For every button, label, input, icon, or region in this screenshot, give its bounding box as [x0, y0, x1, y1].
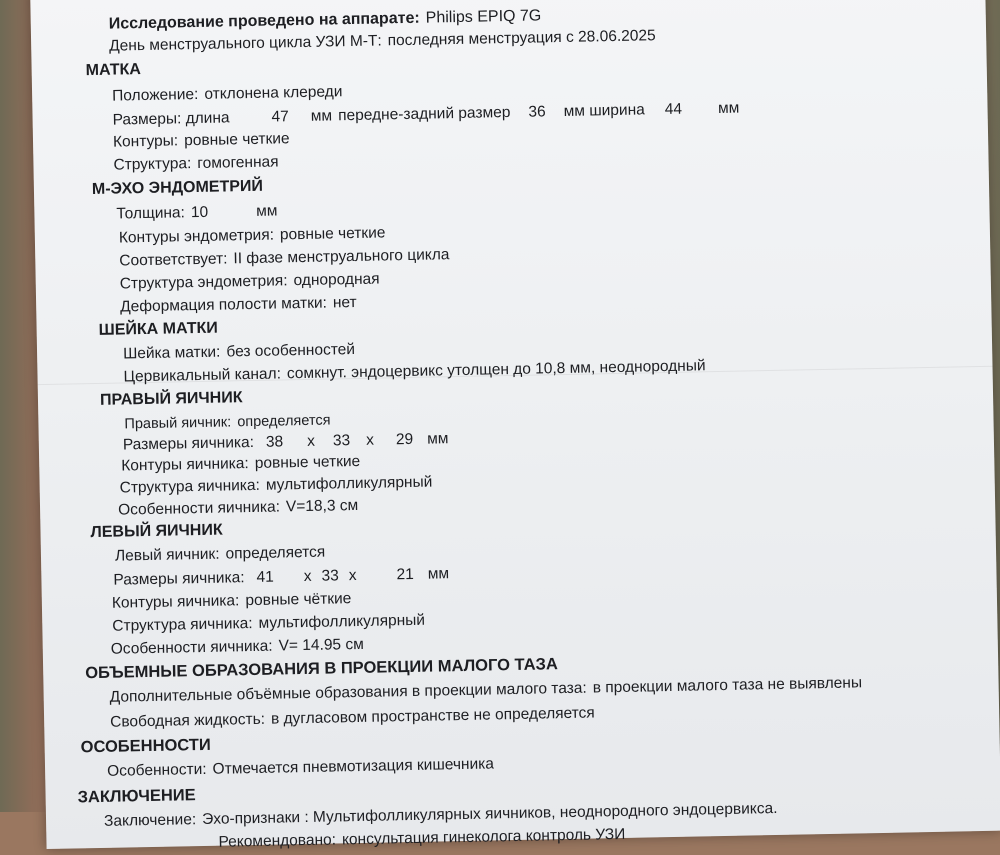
left-ovary-structure [112, 612, 425, 636]
left-ovary-label: Левый яичник: [114, 545, 220, 565]
left-ovary-x2: x [348, 567, 357, 585]
right-ovary-contours-label: Контуры яичника: [121, 455, 249, 475]
uterus-structure [113, 153, 278, 174]
recommended-line [218, 826, 625, 852]
endometrium-corresponds-value: II фазе менструального цикла [233, 246, 450, 268]
endometrium-structure-value: однородная [293, 270, 380, 290]
left-ovary-contours-label: Контуры яичника: [111, 592, 240, 612]
endometrium-thickness-unit: мм [255, 202, 278, 220]
uterus-width-unit: мм [717, 99, 740, 117]
right-ovary-features-value: V=18,3 см [285, 496, 359, 516]
left-ovary-contours-value: ровные чёткие [245, 590, 352, 610]
masses-additional-value: в проекции малого таза не выявлены [592, 674, 863, 697]
right-ovary-x2: x [366, 431, 375, 449]
recommended-label: Рекомендовано: [218, 831, 337, 851]
right-ovary-value: определяется [237, 412, 331, 431]
endometrium-deformation-value: нет [332, 293, 357, 312]
right-ovary-d3: 29 [395, 430, 414, 449]
left-ovary-unit: мм [427, 565, 450, 583]
right-ovary-contours-value: ровные четкие [254, 452, 361, 472]
recommended-value: консультация гинеколога контроль УЗИ [341, 825, 626, 849]
uterus-size-label: Размеры: длина [112, 109, 230, 129]
cervix-label: Шейка матки: [122, 343, 221, 363]
conclusion-heading: ЗАКЛЮЧЕНИЕ [77, 786, 196, 807]
right-ovary-heading: ПРАВЫЙ ЯИЧНИК [99, 389, 243, 409]
left-ovary-structure-value: мультифолликулярный [258, 611, 426, 632]
left-ovary-features [111, 636, 364, 659]
endometrium-structure [120, 271, 380, 294]
features-heading: ОСОБЕННОСТИ [80, 735, 211, 757]
conclusion-label: Заключение: [103, 811, 197, 830]
right-ovary-d1: 38 [265, 433, 284, 451]
masses-free-fluid-label: Свободная жидкость: [110, 710, 266, 731]
endometrium-contours [119, 224, 386, 247]
device-label: Исследование проведено на аппарате: [108, 9, 420, 33]
left-ovary-features-label: Особенности яичника: [110, 637, 273, 658]
left-ovary-size [113, 565, 449, 589]
uterus-structure-value: гомогенная [197, 153, 279, 172]
endometrium-contours-label: Контуры эндометрия: [118, 226, 275, 247]
uterus-position [112, 83, 343, 105]
cervix-line [123, 341, 355, 363]
uterus-position-label: Положение: [111, 85, 199, 105]
uterus-contours-label: Контуры: [112, 132, 179, 151]
uterus-structure-label: Структура: [113, 155, 192, 174]
masses-additional-label: Дополнительные объёмные образования в проекции малого таза: [109, 679, 587, 706]
uterus-width: 44 [664, 100, 683, 119]
cervix-heading: ШЕЙКА МАТКИ [98, 319, 218, 339]
ultrasound-report-sheet [30, 0, 1000, 849]
endometrium-structure-label: Структура эндометрия: [119, 272, 288, 293]
endometrium-thickness-label: Толщина: [116, 204, 186, 223]
uterus-contours-value: ровные четкие [184, 130, 290, 150]
report-content [51, 0, 951, 851]
endometrium-corresponds [119, 246, 449, 270]
left-ovary-value: определяется [225, 543, 326, 563]
uterus-length: 47 [271, 108, 289, 126]
left-ovary-structure-label: Структура яичника: [112, 615, 253, 635]
conclusion-value: Эхо-признаки : Мультифолликулярных яичников, неоднородного эндоцервикса. [202, 799, 778, 829]
endometrium-thickness-value: 10 [190, 203, 209, 222]
left-ovary-status [115, 544, 326, 566]
left-ovary-d2: 33 [321, 567, 339, 585]
right-ovary-unit: мм [427, 430, 449, 448]
features-line [107, 755, 494, 780]
left-ovary-d1: 41 [256, 568, 274, 586]
left-ovary-features-value: V= 14.95 см [278, 635, 364, 655]
uterus-size [112, 100, 739, 130]
masses-free-fluid [110, 704, 595, 731]
features-label: Особенности: [106, 760, 207, 780]
uterus-heading: МАТКА [85, 61, 142, 80]
features-value: Отмечается пневмотизация кишечника [212, 755, 495, 778]
right-ovary-structure-value: мультифолликулярный [265, 473, 433, 494]
left-ovary-d3: 21 [396, 565, 414, 584]
right-ovary-x1: x [307, 432, 316, 450]
cycle-label: День менструального цикла УЗИ М-Т: [109, 32, 382, 55]
right-ovary-structure-label: Структура яичника: [119, 476, 261, 497]
right-ovary-features [118, 497, 358, 520]
uterus-contours [113, 130, 290, 151]
left-ovary-contours [112, 590, 352, 613]
cervical-canal-value: сомкнут. эндоцервикс утолщен до 10,8 мм, неоднородный [286, 357, 706, 383]
right-ovary-status [124, 411, 330, 433]
endometrium-corresponds-label: Соответствует: [119, 250, 228, 270]
uterus-position-value: отклонена клереди [204, 83, 343, 103]
right-ovary-label: Правый яичник: [124, 414, 232, 433]
right-ovary-contours [121, 453, 360, 476]
right-ovary-structure [120, 474, 433, 498]
cycle-value: последняя менструация с 28.06.2025 [387, 27, 656, 50]
right-ovary-size-label: Размеры яичника: [122, 433, 255, 454]
uterus-unit: мм [310, 107, 333, 125]
right-ovary-d2: 33 [332, 432, 351, 450]
uterus-width-label: мм ширина [563, 101, 645, 120]
endometrium-thickness [116, 202, 277, 223]
right-ovary-features-label: Особенности яичника: [117, 498, 281, 519]
endometrium-deformation [120, 294, 357, 317]
left-ovary-x1: x [303, 567, 312, 586]
cervix-value: без особенностей [226, 340, 356, 361]
cervical-canal-label: Цервикальный канал: [123, 365, 282, 386]
uterus-ap: 36 [528, 103, 546, 121]
endometrium-heading: М-ЭХО ЭНДОМЕТРИЙ [91, 177, 264, 199]
left-ovary-heading: ЛЕВЫЙ ЯИЧНИК [90, 521, 223, 542]
endometrium-deformation-label: Деформация полости матки: [120, 294, 328, 316]
conclusion-line [104, 800, 778, 831]
masses-heading: ОБЪЕМНЫЕ ОБРАЗОВАНИЯ В ПРОЕКЦИИ МАЛОГО ТАЗА [85, 655, 558, 683]
left-ovary-size-label: Размеры яичника: [113, 569, 245, 589]
right-ovary-size [123, 430, 449, 454]
device-value: Philips EPIQ 7G [425, 7, 542, 27]
masses-free-fluid-value: в дугласовом пространстве не определяется [270, 704, 595, 728]
endometrium-contours-value: ровные четкие [279, 224, 386, 244]
uterus-ap-label: передне-задний размер [337, 103, 511, 125]
